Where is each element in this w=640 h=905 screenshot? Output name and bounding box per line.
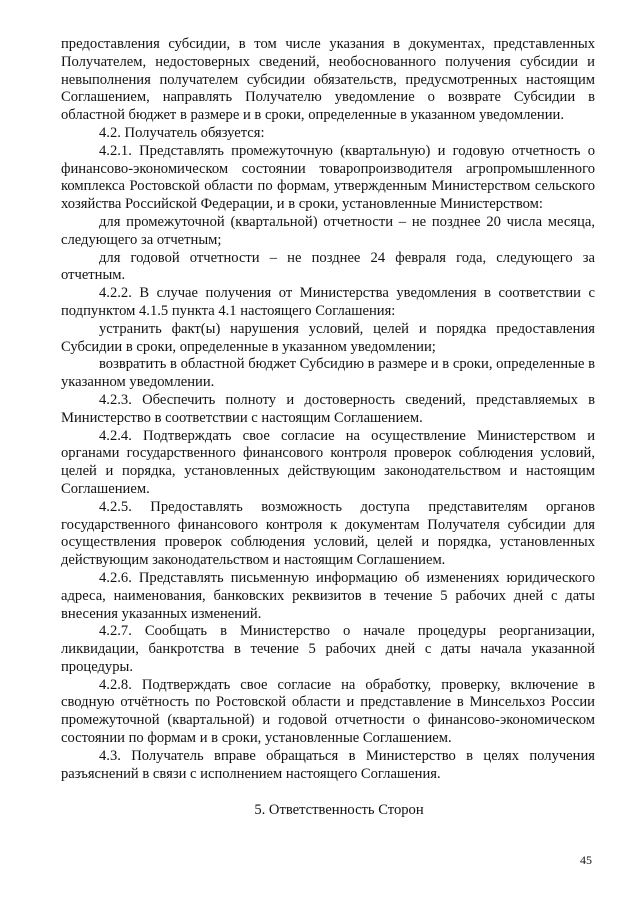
- paragraph-interim-reporting: для промежуточной (квартальной) отчетности – не позднее 20 числа месяца, следующего за отчетным;: [61, 213, 595, 248]
- paragraph-4-3: 4.3. Получатель вправе обращаться в Министерство в целях получения разъяснений в связи с исполнением настоящего Соглашения.: [61, 747, 595, 782]
- paragraph-annual-reporting: для годовой отчетности – не позднее 24 февраля года, следующего за отчетным.: [61, 249, 595, 284]
- paragraph-4-2-1: 4.2.1. Представлять промежуточную (квартальную) и годовую отчетность о финансово-экономическом состоянии товаропроизводителя агропромышленного комплекса Ростовской области по формам, утвержденным Министерством сельского хозяйства Российской Федерации, и в сроки, установленные Министерством:: [61, 142, 595, 213]
- paragraph-4-2-8: 4.2.8. Подтверждать свое согласие на обработку, проверку, включение в сводную отчётность по Ростовской области и представление в Минсельхоз России промежуточной (квартальной) и годовой отчетности о финансово-экономическом состоянии по формам и в сроки, установленные Соглашением.: [61, 676, 595, 747]
- section-heading: 5. Ответственность Сторон: [254, 802, 424, 818]
- paragraph-continuation: предоставления субсидии, в том числе указания в документах, представленных Получателем, недостоверных сведений, необоснованного получения субсидии и невыполнения получателем субсидии обязательств, предусмотренных настоящим Соглашением, направлять Получателю уведомление о возврате Субсидии в областной бюджет в размере и в сроки, определенные в указанном уведомлении.: [61, 36, 595, 124]
- paragraph-eliminate-violations: устранить факт(ы) нарушения условий, целей и порядка предоставления Субсидии в сроки, определенные в указанном уведомлении;: [61, 320, 595, 355]
- paragraph-4-2-5: 4.2.5. Предоставлять возможность доступа представителям органов государственного финансового контроля к документам Получателя субсидии для осуществления проверок соблюдения условий, целей и порядка, установленных действующим законодательством и настоящим Соглашением.: [61, 498, 595, 569]
- paragraph-4-2-7: 4.2.7. Сообщать в Министерство о начале процедуры реорганизации, ликвидации, банкротства в течение 5 рабочих дней с даты начала указанной процедуры.: [61, 623, 595, 675]
- paragraph-4-2-3: 4.2.3. Обеспечить полноту и достоверность сведений, представляемых в Министерство в соответствии с настоящим Соглашением.: [61, 391, 595, 426]
- paragraph-return-subsidy: возвратить в областной бюджет Субсидию в размере и в сроки, определенные в указанном уведомлении.: [61, 356, 595, 391]
- paragraph-4-2-2: 4.2.2. В случае получения от Министерства уведомления в соответствии с подпунктом 4.1.5 пункта 4.1 настоящего Соглашения:: [61, 285, 595, 319]
- document-body: [61, 36, 595, 783]
- page-number: 45: [580, 853, 592, 867]
- paragraph-4-2-4: 4.2.4. Подтверждать свое согласие на осуществление Министерством и органами государственного финансового контроля проверок соблюдения условий, целей и порядка, установленных действующим законодательством и настоящим Соглашением.: [61, 427, 595, 497]
- paragraph-4-2: 4.2. Получатель обязуется:: [99, 124, 265, 141]
- paragraph-4-2-6: 4.2.6. Представлять письменную информацию об изменениях юридического адреса, наименования, банковских реквизитов в течение 5 рабочих дней с даты внесения указанных изменений.: [61, 569, 595, 622]
